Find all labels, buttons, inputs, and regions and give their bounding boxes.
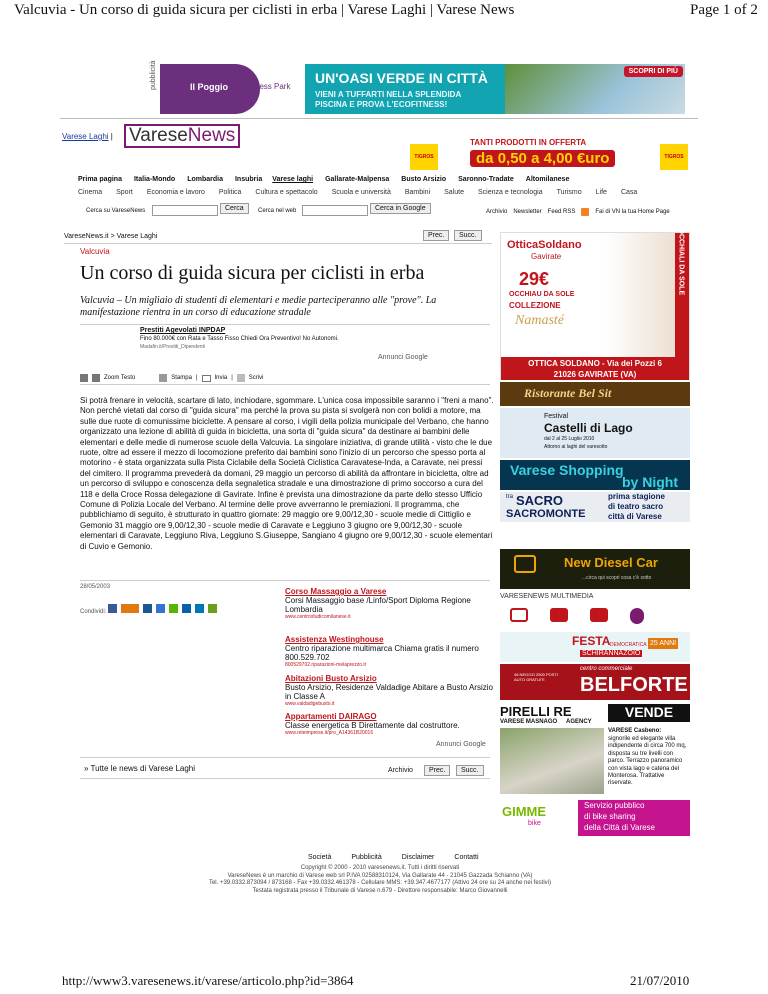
festa-title: FESTA <box>572 634 611 648</box>
optica-addr2: 21026 GAVIRATE (VA) <box>553 370 637 379</box>
ad-title[interactable]: Assistenza Westinghouse <box>285 635 384 644</box>
breadcrumb <box>64 233 157 240</box>
ad-text: Corsi Massaggio base /Linfo/Sport Diploma Regione Lombardia <box>285 596 471 614</box>
photo-icon[interactable] <box>590 608 608 622</box>
optica-ad[interactable] <box>500 228 690 380</box>
gimme-logo: GIMME <box>502 804 547 819</box>
multimedia-label: VARESENEWS MULTIMEDIA <box>500 593 594 600</box>
zoom-plus-icon[interactable] <box>80 374 88 382</box>
technorati-icon[interactable] <box>169 604 178 613</box>
print-icon[interactable] <box>159 374 167 382</box>
article-subtitle: Valcuvia – Un migliaio di studenti di elementari e medie parteciperanno alle "prove". La manifestazione rientra in un corso di educazione stradale <box>80 295 437 318</box>
tigros-da: da <box>476 150 494 167</box>
gimme-l1: Servizio pubblico <box>584 801 645 810</box>
search-label: Cerca su VareseNews <box>86 208 146 214</box>
main-nav <box>78 176 569 183</box>
search-button[interactable]: Cerca <box>220 203 249 214</box>
article-body: Si potrà frenare in velocità, scartare di lato, inchiodare, sgommare. L'unica cosa impossibile saranno i "freni a mano". Non perché vietati dal corso di "guida sicura" ma perché la prova su pista si svolgerà non con bolidi a motore, ma sulle due ruote di comunissime biciclette. A pensare al corso, i vigili della polizia municipale del Verbano, che hanno organizzato una lezione di abilità di guida in bicicletta, una sorta di "guida sicura" da destinare ai bambini delle elementari e delle medie di numerose scuole della Valcuvia. La singolare iniziativa, di grande utilità - visto che le due ruote, oltre ad essere il mezzo di locomozione preferito dai bambini sono l'inizio di un percorso che spesso porta al motorino - è stata organizzata sulla Pista Ciclabile della Società Ciclistica Caravatese-Inda, a Caravate, nei pressi del cimitero. Il programma prevederà da domani, 29 maggio un percorso di abilità da affrontare in bicicletta, oltre ad un percorso di sviluppo e conoscenza della segnaletica stradale e una dimostrazione di primo soccorso a cura del 118 e della Croce Rossa delegazione di Gavirate. Infine è prevista una dimostrazione da parte dello stesso Ufficio Comune di Polizia Locale del Verbano. Al termine delle prove avverranno le premiazioni. Il programma, che pubblichiamo di seguito, è strutturato in quattro giornate: 29 maggio ore 9,00/12,30 - scuole medie di Cittiglio e Gemonio 31 maggio ore 9,00/12,30 - scuole medie di Caravate e Leggiuno 3 giugno ore 9,00/12,30 - scuole elementari di Caravate, Leggiuno Riva, Leggiuno S.Giuseppe, Sangiano 4 giugno ore 9,00/12,30 - scuole elementari di Cuvio e Gemonio. <box>80 396 494 551</box>
footer-line: Testata registrata presso il Tribunale di Varese n.679 - Direttore responsabile: Marco Giovannelli <box>252 887 508 894</box>
optica-l2: COLLEZIONE <box>509 301 561 310</box>
send-link[interactable]: Invia <box>214 375 228 381</box>
ad-title[interactable]: Abitazioni Busto Arsizio <box>285 674 377 683</box>
bottom-next-button[interactable]: Succ. <box>456 765 484 776</box>
annunci-google[interactable]: Annunci Google <box>378 354 428 361</box>
tigros-price <box>470 150 615 167</box>
podcast-icon[interactable] <box>630 608 644 624</box>
shopping-l2: by Night <box>622 474 678 490</box>
ads-list <box>285 587 495 742</box>
belforte-top: centro commerciale <box>580 666 633 672</box>
ad-text: Classe energetica B Direttamente dal costruttore. <box>285 721 460 730</box>
nav-economia[interactable]: Economia e lavoro <box>146 189 205 196</box>
tigros-logo-right: TIGROS <box>660 144 688 170</box>
footer-links <box>308 854 479 861</box>
sacro-r3: città di Varese <box>608 512 662 521</box>
castelli-sub: Attorno ai laghi del varesotto <box>544 444 608 450</box>
fitness-label: Fitness Park <box>246 82 291 91</box>
utility-links <box>486 208 670 216</box>
ad-item <box>285 635 495 674</box>
email-icon[interactable] <box>202 375 211 382</box>
ad-title[interactable]: Corso Massaggio a Varese <box>285 587 387 596</box>
feed-rss-link[interactable]: Feed RSS <box>547 209 576 215</box>
diesel-ad[interactable] <box>500 549 690 589</box>
linkedin-icon[interactable] <box>195 604 204 613</box>
castelli-small: Festival <box>544 413 569 420</box>
share-label: Condividi: <box>80 609 107 615</box>
footer-contatti[interactable]: Contatti <box>454 854 479 861</box>
diesel-sub: ...circa qui scopri cosa c'è sotto <box>582 575 652 581</box>
sacro-b: SACROMONTE <box>506 508 586 520</box>
gimme-l2: di bike sharing <box>584 812 636 821</box>
footer-line: Copyright © 2000 - 2010 varesenews.it. Tutti i diritti riservati <box>300 865 460 871</box>
tigros-euro: €uro <box>576 150 610 167</box>
tools-sep-1: | <box>195 375 198 381</box>
nav-scienza[interactable]: Scienza e tecnologia <box>478 189 543 196</box>
breadcrumb-home[interactable]: VareseNews.it <box>64 233 109 240</box>
ad-item <box>285 587 495 635</box>
footer-societa[interactable]: Società <box>308 854 332 861</box>
nav-turismo[interactable]: Turismo <box>556 189 582 196</box>
nav-prima-pagina[interactable]: Prima pagina <box>78 176 122 183</box>
breadcrumb-divider <box>64 243 492 244</box>
article-title: Un corso di guida sicura per ciclisti in erba <box>80 262 425 284</box>
ad-url[interactable]: www.valdadigebusto.it <box>285 701 335 707</box>
bottom-archivio-link[interactable]: Archivio <box>388 767 413 774</box>
pirelli-title: VARESE Casbeno: <box>608 728 662 734</box>
engine-icon <box>514 555 536 573</box>
footer-pubblicita[interactable]: Pubblicità <box>351 854 382 861</box>
ad-inpdap-title[interactable]: Prestiti Agevolati INPDAP <box>140 327 226 334</box>
breadcrumb-arrow: > <box>110 233 115 240</box>
web-search-label: Cerca nel web <box>258 208 297 214</box>
festa-ad[interactable] <box>500 632 690 662</box>
nav-sport[interactable]: Sport <box>116 189 133 196</box>
nav-italia-mondo[interactable]: Italia-Mondo <box>133 176 176 183</box>
nav-varese-laghi[interactable]: Varese laghi <box>272 176 314 183</box>
archivio-link[interactable]: Archivio <box>486 209 508 215</box>
tools-divider <box>80 384 490 385</box>
castelli-name: Castelli di Lago <box>544 421 633 435</box>
tv-icon[interactable] <box>510 608 528 622</box>
pirelli-brand: PIRELLI RE <box>500 704 572 719</box>
next-button[interactable]: Succ. <box>454 230 482 241</box>
castelli-dates: dal 2 al 25 Luglio 2010 <box>544 436 595 442</box>
tigros-top-text: TANTI PRODOTTI IN OFFERTA <box>470 138 587 147</box>
zoom-minus-icon[interactable] <box>92 374 100 382</box>
sub-nav <box>78 189 637 196</box>
nav-life[interactable]: Life <box>595 189 607 196</box>
ad-url[interactable]: www.centrostudicomilanese.it <box>285 614 351 620</box>
optica-address <box>501 357 689 380</box>
sacro-ad[interactable] <box>500 492 690 522</box>
sacro-tra: tra <box>506 494 514 500</box>
nav-gallarate[interactable]: Gallarate-Malpensa <box>325 176 390 183</box>
ad-text: Busto Arsizio, Residenze Valdadige Abitare a Busto Arsizio in Classe A <box>285 683 493 701</box>
belforte-name: BELFORTE <box>580 674 688 696</box>
nav-scuola[interactable]: Scuola e università <box>331 189 391 196</box>
nav-casa[interactable]: Casa <box>620 189 638 196</box>
ads-annunci-google[interactable]: Annunci Google <box>436 741 486 748</box>
poggio-name: Il Poggio <box>190 82 228 92</box>
ad-title[interactable]: Appartamenti DAIRAGO <box>285 712 377 721</box>
tigros-a: a <box>531 150 540 167</box>
scopri-button[interactable]: SCOPRI DI PIÙ <box>624 66 683 77</box>
villa-photo <box>500 728 604 794</box>
oasi-sub2: PISCINA E PROVA L'ECOFITNESS! <box>315 100 448 109</box>
print-title: Valcuvia - Un corso di guida sicura per ciclisti in erba | Varese Laghi | Varese News <box>14 2 515 18</box>
castelli-ad[interactable] <box>500 408 690 458</box>
print-link[interactable]: Stampa <box>171 375 192 381</box>
pirelli-agency2: AGENCY <box>566 719 592 725</box>
nav-bambini[interactable]: Bambini <box>404 189 431 196</box>
footer-line: Tel. +39.0332.873094 / 873168 - Fax +39.0332.461378 - Cellulare MMS: +39.347.4677177 (Attivo 24 ore su 24 anche nei festivi) <box>208 880 552 886</box>
gimme-l3: della Città di Varese <box>584 823 655 832</box>
ad-text: Centro riparazione multimarca Chiama gratis il numero 800.529.702 <box>285 644 479 662</box>
nav-saronno[interactable]: Saronno-Tradate <box>458 176 514 183</box>
tigros-price2: 4,00 <box>543 150 573 167</box>
article-kicker: Valcuvia <box>80 247 110 256</box>
festa-badge: 25 ANNI <box>650 640 677 647</box>
home-page-link[interactable]: Fai di VN la tua Home Page <box>595 209 670 215</box>
ad-inpdap-text: Fino 80.000€ con Rata e Tasso Fisso Chiedi Ora Preventivo! No Autonomi. <box>140 336 339 342</box>
zoom-label: Zoom Testo <box>104 375 136 381</box>
article-date: 28/05/2003 <box>80 584 111 590</box>
oasi-headline: UN'OASI VERDE IN CITTÀ <box>315 70 488 86</box>
sacro-r1: prima stagione <box>608 492 665 501</box>
optica-l1: OCCHIAU DA SOLE <box>509 291 575 298</box>
belforte-ad[interactable] <box>500 664 690 700</box>
diesel-title: New Diesel Car <box>564 555 658 570</box>
brand-divider <box>60 118 698 119</box>
festa-sub: DEMOCRATICA <box>610 642 647 648</box>
shopping-l1: Varese Shopping <box>510 462 624 478</box>
article-tools <box>80 374 263 382</box>
sacro-r2: di teatro sacro <box>608 502 664 511</box>
write-link[interactable]: Scrivi <box>248 375 264 381</box>
nav-salute[interactable]: Salute <box>444 189 464 196</box>
all-news-link[interactable]: » Tutte le news di Varese Laghi <box>84 764 196 773</box>
nav-busto[interactable]: Busto Arsizio <box>401 176 447 183</box>
tigros-logo-left: TIGROS <box>410 144 438 170</box>
bottom-divider-top <box>80 757 490 758</box>
facebook-icon[interactable] <box>108 604 117 613</box>
logo-varese: Varese <box>129 125 188 146</box>
okno-icon[interactable] <box>121 604 139 613</box>
optica-vertical-text: OCCHIALI DA SOLE <box>677 228 685 296</box>
print-page-number: Page 1 of 2 <box>690 2 758 18</box>
prev-button[interactable]: Prec. <box>423 230 449 241</box>
web-search-input[interactable] <box>302 205 368 216</box>
poggio-logo[interactable] <box>160 64 260 114</box>
pirelli-vende: VENDE <box>608 704 690 722</box>
tigros-price1: 0,50 <box>497 150 527 167</box>
body-divider <box>80 580 490 581</box>
pirelli-agency: VARESE MASNAGO <box>500 719 558 725</box>
optica-town: Gavirate <box>531 252 562 261</box>
comment-icon[interactable] <box>237 374 245 382</box>
gimme-ad[interactable] <box>500 800 690 836</box>
ad-inpdap-url[interactable]: Madafin.it/Prestiti_Dipendenti <box>140 344 206 350</box>
oasi-banner[interactable] <box>305 64 685 114</box>
footer-line: VareseNews è un marchio di Varese web srl P.IVA 02588310124, Via Gallarate 44 - 21045 Gazzada Schianno (VA) <box>227 872 533 879</box>
festa-town: SCHIRANNAZOIO <box>582 650 641 657</box>
breadcrumb-section[interactable]: Varese Laghi <box>116 233 158 240</box>
search-input[interactable] <box>152 205 218 216</box>
ad-item <box>285 674 495 712</box>
subtitle-divider <box>80 324 490 325</box>
shopping-ad[interactable] <box>500 460 690 490</box>
varese-laghi-link[interactable]: Varese Laghi <box>62 132 109 141</box>
wikio-icon[interactable] <box>208 604 217 613</box>
bottom-prev-button[interactable]: Prec. <box>424 765 450 776</box>
nav-lombardia[interactable]: Lombardia <box>187 176 223 183</box>
pirelli-text: signorile ed elegante villa indipendente di circa 700 mq, disposta su tre livelli con parco. Terrazzo panoramico con vista lago e catena del Monterosa. Trattative riservate. <box>608 736 687 787</box>
delicious-icon[interactable] <box>156 604 165 613</box>
gimme-bike: bike <box>528 820 541 827</box>
pubblicita-label: pubblicità <box>150 60 157 90</box>
crumb-separator: | <box>110 132 113 141</box>
bel-sit-ad[interactable]: Ristorante Bel Sit <box>500 382 690 406</box>
nav-cinema[interactable]: Cinema <box>78 189 103 196</box>
nav-altomilanese[interactable]: Altomilanese <box>525 176 570 183</box>
footer-copyright <box>60 865 700 895</box>
myspace-icon[interactable] <box>182 604 191 613</box>
google-search-button[interactable]: Cerca in Google <box>370 203 431 214</box>
rss-icon[interactable] <box>581 208 589 216</box>
ad-url[interactable]: www.reteimprese.it/pro_A14361B20016 <box>285 730 374 736</box>
newsletter-link[interactable]: Newsletter <box>513 209 542 215</box>
print-url: http://www3.varesenews.it/varese/articolo.php?id=3864 <box>62 973 354 988</box>
tigros-banner[interactable] <box>410 132 690 174</box>
varesenews-logo[interactable] <box>124 124 240 148</box>
footer-disclaimer[interactable]: Disclaimer <box>401 854 435 861</box>
nav-politica[interactable]: Politica <box>218 189 242 196</box>
ad-url[interactable]: 800529702.riparazioni-melaprezzo.it <box>285 662 366 668</box>
camera-icon[interactable] <box>550 608 568 622</box>
optica-addr1: OTTICA SOLDANO - Via dei Pozzi 6 <box>528 359 662 368</box>
optica-script: Namasté <box>515 313 564 328</box>
logo-news: News <box>187 125 236 146</box>
sacro-a: SACRO <box>516 493 563 508</box>
ad-item <box>285 712 495 742</box>
optica-brand: OtticaSoldano <box>507 239 582 251</box>
tools-sep-2: | <box>231 375 233 381</box>
nav-cultura[interactable]: Cultura e spettacolo <box>255 189 318 196</box>
print-date: 21/07/2010 <box>630 973 690 988</box>
bottom-divider <box>80 778 490 779</box>
share-icons <box>108 604 217 613</box>
oasi-sub1: VIENI A TUFFARTI NELLA SPLENDIDA <box>315 90 462 99</box>
optica-price: 29€ <box>519 269 550 289</box>
pirelli-ad[interactable] <box>500 704 690 796</box>
digg-icon[interactable] <box>143 604 152 613</box>
multimedia-icons <box>510 608 644 624</box>
nav-insubria[interactable]: Insubria <box>234 176 263 183</box>
belforte-left: 46 NEGOZI 2500 POSTI AUTO GRATUITI <box>514 672 559 682</box>
